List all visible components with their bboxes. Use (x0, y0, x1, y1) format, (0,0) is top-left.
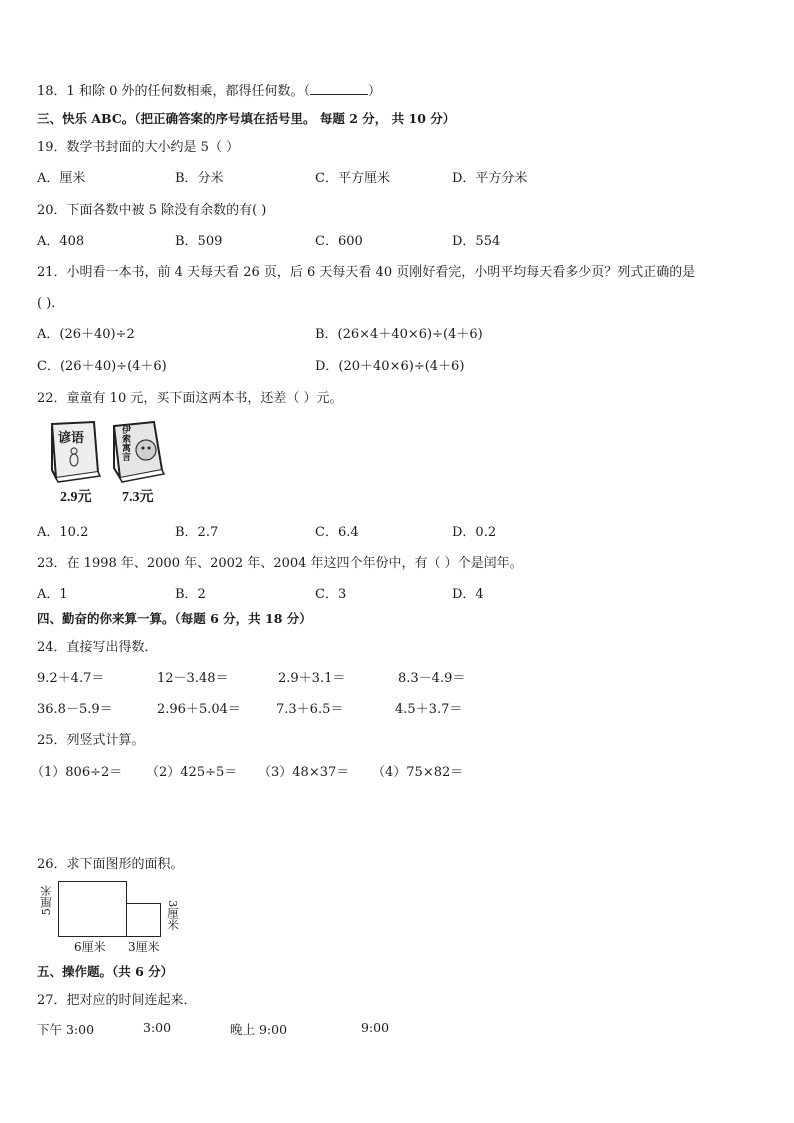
height-label: 3厘米 (166, 900, 180, 931)
option-d[interactable]: D．4 (452, 587, 484, 602)
question-18-text: 18．1 和除 0 外的任何数相乘，都得任何数。（ (37, 84, 310, 99)
time-item[interactable]: 9:00 (361, 1020, 390, 1035)
option-a[interactable]: A．(26＋40)÷2 (37, 327, 135, 342)
question-26-text: 26．求下面图形的面积。 (37, 857, 184, 872)
calc-item: 36.8－5.9＝ (37, 702, 113, 717)
width-label: 3厘米 (128, 940, 160, 954)
calc-item: 7.3＋6.5＝ (276, 702, 344, 717)
section-3-title: 三、快乐 ABC。（把正确答案的序号填在括号里。 每题 2 分， 共 10 分） (37, 111, 456, 126)
option-b[interactable]: B．分米 (175, 171, 224, 186)
height-label: 5厘米 (39, 885, 53, 916)
book-title: 谚语 (58, 431, 85, 446)
question-20-text: 20．下面各数中被 5 除没有余数的有( ) (37, 203, 267, 218)
time-item[interactable]: 晚上 9:00 (230, 1022, 288, 1037)
price-label: 7.3元 (122, 490, 154, 505)
fables-book-image (108, 420, 168, 484)
calc-item: 8.3－4.9＝ (398, 671, 466, 686)
time-item[interactable]: 3:00 (143, 1020, 172, 1035)
option-c[interactable]: C．600 (315, 234, 363, 249)
option-b[interactable]: B．509 (175, 234, 223, 249)
vertical-calc-item: （1）806÷2＝ (31, 765, 123, 780)
option-c[interactable]: C．平方厘米 (315, 171, 390, 186)
small-rectangle (126, 903, 161, 937)
calc-item: 2.96＋5.04＝ (157, 702, 241, 717)
option-d[interactable]: D．(20＋40×6)÷(4＋6) (315, 359, 465, 374)
option-a[interactable]: A．1 (37, 587, 68, 602)
option-c[interactable]: C．6.4 (315, 525, 359, 540)
width-label: 6厘米 (74, 940, 106, 954)
option-d[interactable]: D．0.2 (452, 525, 497, 540)
calc-item: 2.9＋3.1＝ (278, 671, 346, 686)
option-c[interactable]: C．(26＋40)÷(4＋6) (37, 359, 167, 374)
time-item[interactable]: 下午 3:00 (37, 1022, 95, 1037)
option-b[interactable]: B．2.7 (175, 525, 219, 540)
option-b[interactable]: B．(26×4＋40×6)÷(4＋6) (315, 327, 483, 342)
vertical-calc-item: （2）425÷5＝ (146, 765, 238, 780)
calc-item: 4.5＋3.7＝ (395, 702, 463, 717)
option-c[interactable]: C．3 (315, 587, 347, 602)
question-21-text: 21．小明看一本书，前 4 天每天看 26 页，后 6 天每天看 40 页刚好看完，小明平均每天看多少页？列式正确的是 (37, 265, 696, 280)
calc-item: 12－3.48＝ (157, 671, 229, 686)
question-18-close: ） (367, 84, 381, 99)
answer-blank[interactable] (310, 82, 368, 95)
section-4-title: 四、勤奋的你来算一算。（每题 6 分，共 18 分） (37, 611, 312, 626)
question-18 (37, 80, 381, 99)
question-19-text: 19．数学书封面的大小约是 5（ ） (37, 140, 240, 155)
question-22-text: 22．童童有 10 元，买下面这两本书，还差（ ）元。 (37, 391, 343, 406)
calc-item: 9.2＋4.7＝ (37, 671, 105, 686)
option-a[interactable]: A．厘米 (37, 171, 86, 186)
section-5-title: 五、操作题。（共 6 分） (37, 964, 174, 979)
option-d[interactable]: D．平方分米 (452, 171, 528, 186)
option-b[interactable]: B．2 (175, 587, 206, 602)
price-label: 2.9元 (60, 490, 92, 505)
vertical-calc-item: （3）48×37＝ (258, 765, 350, 780)
large-rectangle (58, 881, 127, 937)
option-d[interactable]: D．554 (452, 234, 501, 249)
question-24-text: 24．直接写出得数． (37, 640, 158, 655)
proverbs-book-image (46, 420, 102, 484)
vertical-calc-item: （4）75×82＝ (372, 765, 464, 780)
question-23-text: 23．在 1998 年、2000 年、2002 年、2004 年这四个年份中，有（ ）个是闰年。 (37, 556, 523, 571)
option-a[interactable]: A．408 (37, 234, 85, 249)
question-27-text: 27．把对应的时间连起来． (37, 993, 197, 1008)
question-21-text-continued: ( )． (37, 296, 65, 311)
option-a[interactable]: A．10.2 (37, 525, 89, 540)
book-icon (108, 420, 168, 484)
book-title: 伊索寓言 (122, 426, 132, 463)
question-25-text: 25．列竖式计算。 (37, 733, 145, 748)
